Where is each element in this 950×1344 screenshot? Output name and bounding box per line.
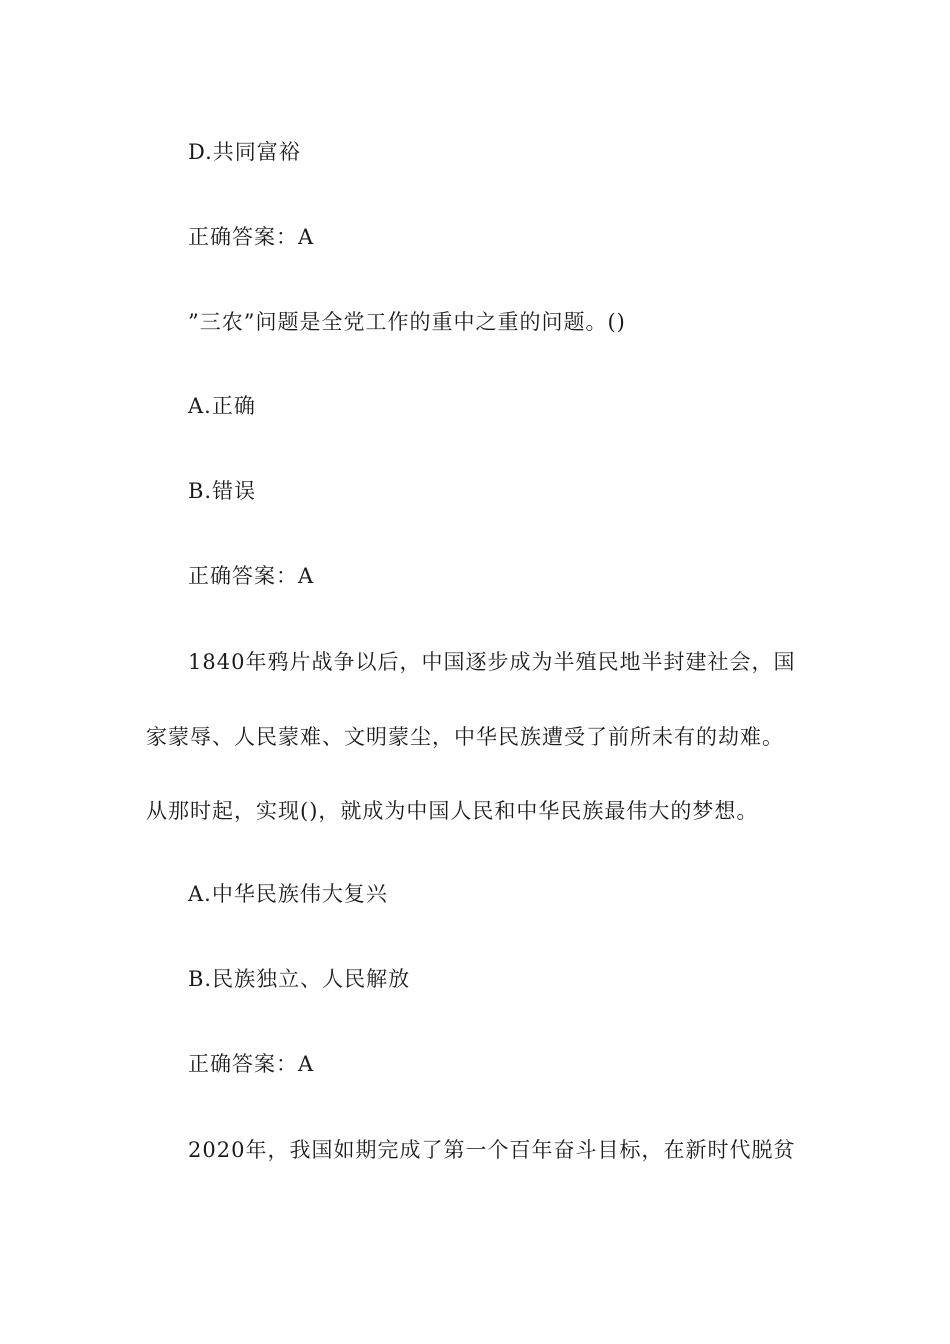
answer-line: 正确答案：A — [188, 1052, 315, 1076]
question-text: ”三农”问题是全党工作的重中之重的问题。() — [188, 310, 626, 334]
option-b-text: B.错误 — [188, 479, 257, 503]
question-text-line-3: 从那时起，实现()，就成为中国人民和中华民族最伟大的梦想。 — [146, 799, 759, 823]
option-a-text: A.中华民族伟大复兴 — [188, 882, 388, 906]
question-text-line-2: 家蒙辱、人民蒙难、文明蒙尘，中华民族遭受了前所未有的劫难。 — [146, 725, 784, 749]
option-a-text: A.正确 — [188, 394, 256, 418]
answer-line: 正确答案：A — [188, 225, 315, 249]
question-text-line-1: 2020年，我国如期完成了第一个百年奋斗目标，在新时代脱贫 — [188, 1138, 796, 1162]
question-text-line-1: 1840年鸦片战争以后，中国逐步成为半殖民地半封建社会，国 — [188, 650, 796, 674]
answer-line: 正确答案：A — [188, 564, 315, 588]
option-d-text: D.共同富裕 — [188, 140, 301, 164]
option-b-text: B.民族独立、人民解放 — [188, 967, 411, 991]
